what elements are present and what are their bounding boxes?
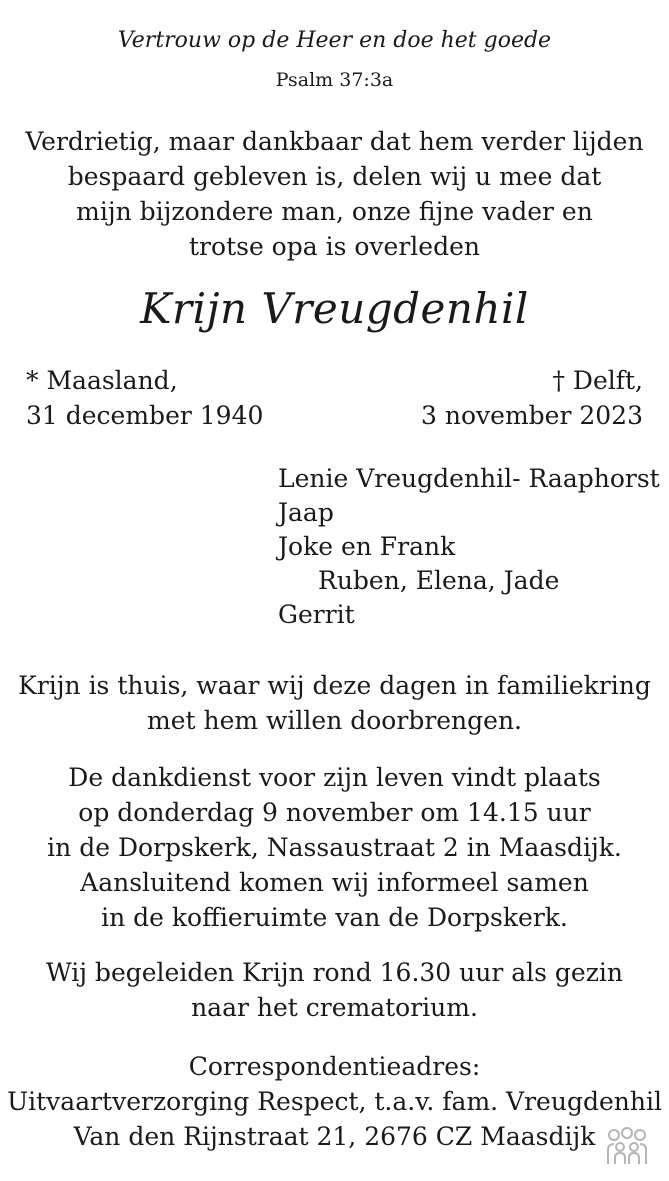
- home-line: Krijn is thuis, waar wij deze dagen in familiekring: [18, 671, 651, 700]
- correspondence-paragraph: [0, 1049, 669, 1154]
- intro-line: Verdrietig, maar dankbaar dat hem verder lijden: [25, 127, 644, 156]
- service-line: op donderdag 9 november om 14.15 uur: [78, 798, 591, 827]
- birth-date: 31 december 1940: [26, 401, 264, 430]
- home-line: met hem willen doorbrengen.: [146, 706, 523, 735]
- service-line: in de koffieruimte van de Dorpskerk.: [101, 903, 568, 932]
- cremation-paragraph: [0, 955, 669, 1025]
- cremation-line: naar het crematorium.: [191, 993, 478, 1022]
- family-member: Joke en Frank: [278, 532, 456, 561]
- motto: Vertrouw op de Heer en doe het goede: [117, 28, 552, 53]
- home-paragraph: [0, 668, 669, 738]
- family-member: Gerrit: [278, 600, 355, 629]
- birth-info: [26, 363, 263, 433]
- intro-line: bespaard gebleven is, delen wij u mee dat: [67, 162, 602, 191]
- intro-line: trotse opa is overleden: [189, 232, 480, 261]
- family-member: Lenie Vreugdenhil- Raaphorst: [278, 464, 660, 493]
- correspondence-line: Van den Rijnstraat 21, 2676 CZ Maasdijk: [73, 1122, 596, 1151]
- grandchildren: Ruben, Elena, Jade: [318, 566, 560, 595]
- death-info: [421, 363, 643, 433]
- intro-text: [0, 124, 669, 264]
- intro-line: mijn bijzondere man, onze fijne vader en: [76, 197, 593, 226]
- birth-place: * Maasland,: [26, 366, 178, 395]
- service-paragraph: [0, 760, 669, 935]
- scripture-reference: Psalm 37:3a: [275, 69, 394, 91]
- deceased-name: Krijn Vreugdenhil: [140, 284, 529, 333]
- family-group-icon: [605, 1126, 649, 1166]
- correspondence-label: Correspondentieadres:: [188, 1052, 481, 1081]
- service-line: in de Dorpskerk, Nassaustraat 2 in Maasdijk.: [47, 833, 622, 862]
- correspondence-line: Uitvaartverzorging Respect, t.a.v. fam. Vreugdenhil: [7, 1087, 662, 1116]
- family-list: [278, 462, 660, 632]
- death-place: † Delft,: [552, 366, 643, 395]
- family-member: Jaap: [278, 498, 334, 527]
- cremation-line: Wij begeleiden Krijn rond 16.30 uur als gezin: [45, 958, 623, 987]
- service-line: De dankdienst voor zijn leven vindt plaats: [68, 763, 601, 792]
- death-date: 3 november 2023: [421, 401, 643, 430]
- service-line: Aansluitend komen wij informeel samen: [80, 868, 589, 897]
